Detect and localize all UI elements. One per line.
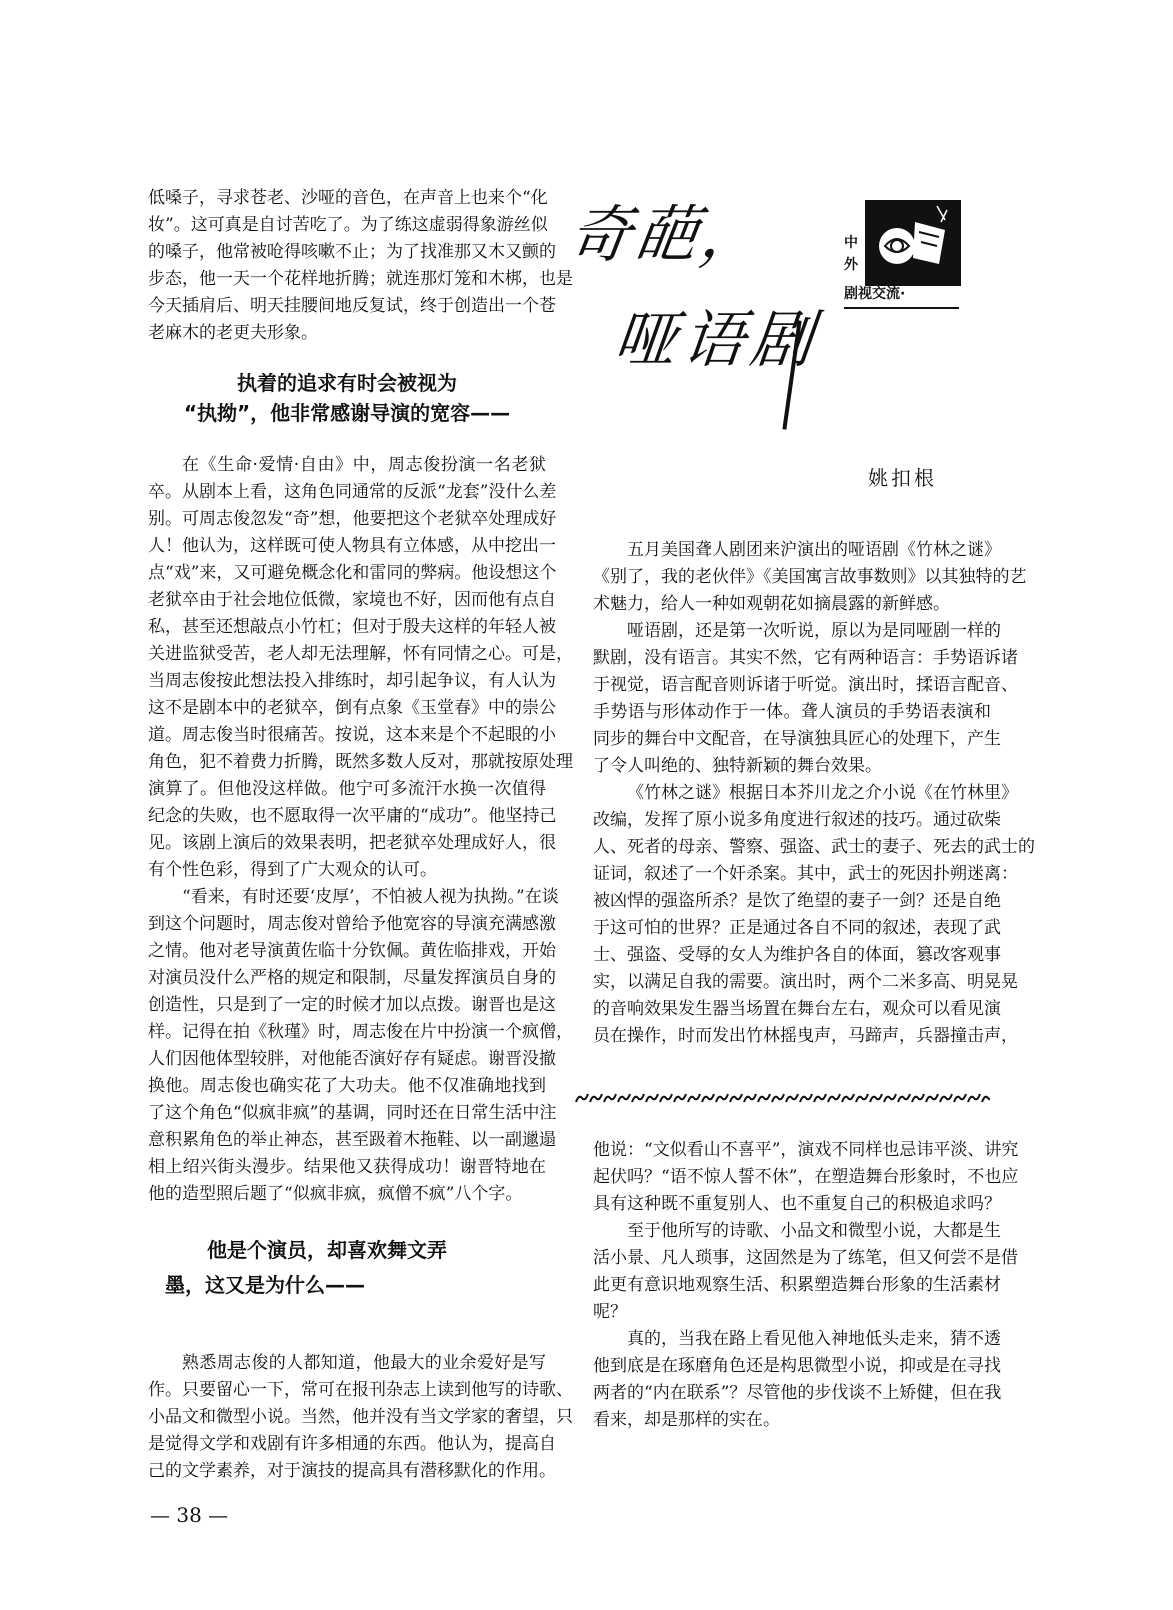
heading-line: 墨，这又是为什么—— <box>165 1273 365 1297</box>
text-line: 作。只要留心一下，常可在报刊杂志上读到他写的诗歌、 <box>148 1380 573 1400</box>
text-line: 手势语与形体动作于一体。聋人演员的手势语表演和 <box>593 702 991 722</box>
paragraph <box>593 1137 1019 1218</box>
page-number: — 38 — <box>150 1503 229 1527</box>
text-line: 对演员没什么严格的规定和限制，尽量发挥演员自身的 <box>148 968 556 988</box>
text-line: 他的造型照后题了“似疯非疯，疯僧不疯”八个字。 <box>148 1184 523 1204</box>
column-label: 剧视交流· <box>844 283 959 309</box>
text-line: 卒。从剧本上看，这角色同通常的反派“龙套”没什么差 <box>148 482 557 502</box>
paragraph <box>593 537 1027 618</box>
text-line: 的音响效果发生器当场置在舞台左右，观众可以看见演 <box>593 999 1001 1019</box>
text-line: 哑语剧，还是第一次听说，原以为是同哑剧一样的 <box>627 621 1001 641</box>
text-line: 此更有意识地观察生活、积累塑造舞台形象的生活素材 <box>593 1275 1001 1295</box>
text-line: 了这个角色“似疯非疯”的基调，同时还在日常生活中注 <box>148 1103 557 1123</box>
text-line: 术魅力，给人一种如观朝花如摘晨露的新鲜感。 <box>593 594 950 614</box>
text-line: 于这可怕的世界？正是通过各自不同的叙述，表现了武 <box>593 918 1001 938</box>
text-line: 换他。周志俊也确实花了大功夫。他不仅准确地找到 <box>148 1076 546 1096</box>
text-line: 小品文和微型小说。当然，他并没有当文学家的奢望，只 <box>148 1407 573 1427</box>
text-line: 于视觉，语言配音则诉诸于听觉。演出时，揉语言配音、 <box>593 675 1018 695</box>
paragraph <box>593 1326 1002 1434</box>
text-line: 他到底是在琢磨角色还是构思微型小说，抑或是在寻找 <box>593 1356 1001 1376</box>
text-line: 证词，叙述了一个奸杀案。其中，武士的死因扑朔迷离： <box>593 864 1018 884</box>
text-line: 别。可周志俊忽发“奇”想，他要把这个老狱卒处理成好 <box>148 509 557 529</box>
text-line: 他说：“文似看山不喜平”，演戏不同样也忌讳平淡、讲究 <box>593 1140 1019 1160</box>
text-line: 活小景、凡人琐事，这固然是为了练笔，但又何尝不是借 <box>593 1248 1018 1268</box>
section-heading <box>148 1233 546 1303</box>
text-line: 之情。他对老导演黄佐临十分钦佩。黄佐临排戏，开始 <box>148 941 556 961</box>
text-line: 演算了。但他没这样做。他宁可多流汗水换一次值得 <box>148 779 546 799</box>
paragraph <box>148 884 573 1208</box>
text-line: 纪念的失败，也不愿取得一次平庸的“成功”。他坚持己 <box>148 806 557 826</box>
paragraph <box>593 1218 1018 1326</box>
text-line: 老麻木的老更夫形象。 <box>148 323 318 343</box>
right-column-bottom <box>593 1137 1019 1434</box>
text-line: 员在操作，时而发出竹林摇曳声，马蹄声，兵器撞击声， <box>593 1026 1018 1046</box>
paragraph <box>148 1350 573 1485</box>
text-line: 人们因他体型较胖，对他能否演好存有疑虑。谢晋没撤 <box>148 1049 556 1069</box>
text-line: 真的，当我在路上看见他入神地低头走来，猜不透 <box>627 1329 1001 1349</box>
text-line: 样。记得在拍《秋瑾》时，周志俊在片中扮演一个疯僧， <box>148 1022 573 1042</box>
text-line: 呢？ <box>593 1302 627 1322</box>
column-label-vertical: 中外 <box>844 235 858 273</box>
text-line: 步态，他一天一个花样地折腾；就连那灯笼和木梆，也是 <box>148 269 573 289</box>
author-name: 姚扣根 <box>868 466 937 490</box>
text-line: 在《生命·爱情·自由》中，周志俊扮演一名老狱 <box>182 455 546 475</box>
text-line: 见。该剧上演后的效果表明，把老狱卒处理成好人，很 <box>148 833 556 853</box>
rose-logo-icon <box>865 200 961 286</box>
text-line: 默剧，没有语言。其实不然，它有两种语言：手势语诉诸 <box>593 648 1018 668</box>
text-line: 低嗓子，寻求苍老、沙哑的音色，在声音上也来个“化 <box>148 188 548 208</box>
text-line: 妆”。这可真是自讨苦吃了。为了练这虚弱得象游丝似 <box>148 215 548 235</box>
text-line: 己的文学素养，对于演技的提高具有潜移默化的作用。 <box>148 1461 556 1481</box>
text-line: 五月美国聋人剧团来沪演出的哑语剧《竹林之谜》 <box>627 540 1001 560</box>
text-line: 相上绍兴街头漫步。结果他又获得成功！谢晋特地在 <box>148 1157 546 1177</box>
text-line: 《别了，我的老伙伴》《美国寓言故事数则》以其独特的艺 <box>593 567 1027 587</box>
text-line: 改编，发挥了原小说多角度进行叙述的技巧。通过砍柴 <box>593 810 1001 830</box>
text-line: 这不是剧本中的老狱卒，倒有点象《玉堂春》中的崇公 <box>148 698 556 718</box>
text-line: 关进监狱受苦，老人却无法理解，怀有同情之心。可是， <box>148 644 573 664</box>
text-line: 创造性，只是到了一定的时候才加以点拨。谢晋也是这 <box>148 995 556 1015</box>
text-line: 当周志俊按此想法投入排练时，却引起争议，有人认为 <box>148 671 556 691</box>
text-line: 同步的舞台中文配音，在导演独具匠心的处理下，产生 <box>593 729 1001 749</box>
text-line: 到这个问题时，周志俊对曾给予他宽容的导演充满感激 <box>148 914 556 934</box>
heading-line: 他是个演员，却喜欢舞文弄 <box>207 1238 447 1262</box>
text-line: 看来，却是那样的实在。 <box>593 1410 780 1430</box>
text-line: 两者的“内在联系”？尽管他的步伐谈不上矫健，但在我 <box>593 1383 1002 1403</box>
text-line: 被凶悍的强盗所杀？是饮了绝望的妻子一剑？还是自绝 <box>593 891 1001 911</box>
left-column <box>148 185 573 1485</box>
text-line: 私，甚至还想敲点小竹杠；但对于殷夫这样的年轻人被 <box>148 617 556 637</box>
text-line: 起伏吗？“语不惊人誓不休”，在塑造舞台形象时，不也应 <box>593 1167 1019 1187</box>
text-line: 老狱卒由于社会地位低微，家境也不好，因而他有点自 <box>148 590 556 610</box>
text-line: 是觉得文学和戏剧有许多相通的东西。他认为，提高自 <box>148 1434 556 1454</box>
text-line: 具有这种既不重复别人、也不重复自己的积极追求吗？ <box>593 1194 1001 1214</box>
heading-line: “执拗”，他非常感谢导演的宽容—— <box>183 401 511 425</box>
text-line: 道。周志俊当时很痛苦。按说，这本来是个不起眼的小 <box>148 725 556 745</box>
article-title-line2: 哑语剧 <box>610 303 823 376</box>
text-line: 的嗓子，他常被呛得咳嗽不止；为了找准那又木又颤的 <box>148 242 556 262</box>
text-line: 人、死者的母亲、警察、强盗、武士的妻子、死去的武士的 <box>593 837 1035 857</box>
decorative-wave-divider <box>575 1090 990 1106</box>
text-line: 了令人叫绝的、独特新颖的舞台效果。 <box>593 756 882 776</box>
text-line: 人！他认为，这样既可使人物具有立体感，从中挖出一 <box>148 536 556 556</box>
text-line: 士、强盗、受辱的女人为维护各自的体面，篡改客观事 <box>593 945 1001 965</box>
article-title-line1: 奇葩， <box>564 198 773 271</box>
text-line: “看来，有时还要‘皮厚’，不怕被人视为执拗。”在谈 <box>182 887 559 907</box>
paragraph <box>593 618 1018 780</box>
text-line: 意积累角色的举止神态，甚至趿着木拖鞋、以一副邋遢 <box>148 1130 556 1150</box>
text-line: 点“戏”来，又可避免概念化和雷同的弊病。他设想这个 <box>148 563 557 583</box>
text-line: 角色，犯不着费力折腾，既然多数人反对，那就按原处理 <box>148 752 573 772</box>
text-line: 有个性色彩，得到了广大观众的认可。 <box>148 860 437 880</box>
right-column-top <box>593 537 1035 1050</box>
text-line: 今天插肩后、明天挂腰间地反复试，终于创造出一个苍 <box>148 296 556 316</box>
text-line: 熟悉周志俊的人都知道，他最大的业余爱好是写 <box>182 1353 546 1373</box>
paragraph <box>148 452 573 884</box>
text-line: 实，以满足自我的需要。演出时，两个二米多高、明晃晃 <box>593 972 1018 992</box>
heading-line: 执着的追求有时会被视为 <box>237 371 457 395</box>
paragraph <box>593 780 1035 1050</box>
text-line: 《竹林之谜》根据日本芥川龙之介小说《在竹林里》 <box>627 783 1018 803</box>
text-line: 至于他所写的诗歌、小品文和微型小说，大都是生 <box>627 1221 1001 1241</box>
section-heading <box>148 368 546 428</box>
paragraph <box>148 185 573 347</box>
